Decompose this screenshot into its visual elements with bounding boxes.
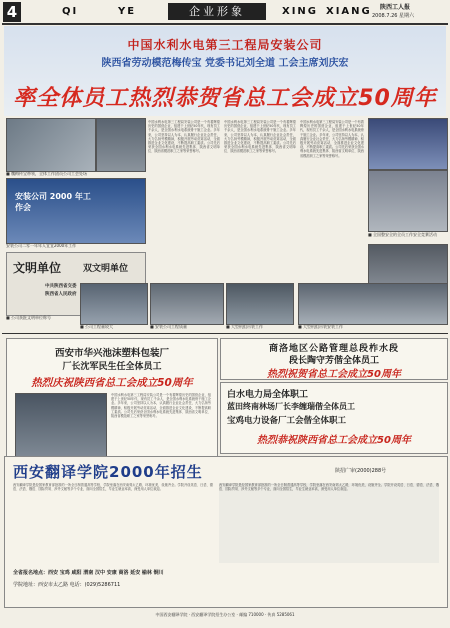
photo-caption: ■ 魏梅传宝带领，全体工作团员公司工会处场 (6, 171, 88, 176)
banner-headline: 率全体员工热烈恭贺省总工会成立50周年 (13, 86, 437, 111)
ad-line-2: 蓝田终南林场厂长李缠瑞偕全体员工 (227, 402, 355, 411)
photo-machine (226, 283, 294, 325)
photo-crowd (368, 170, 448, 232)
ad-line-3: 宝鸡电力设备厂工会偕全体职工 (227, 416, 347, 426)
poster-text: 安装公司 2000 年工作会 (15, 192, 91, 212)
ad-line-2: 厂长沈军民生任全体员工 (62, 362, 162, 372)
photo-caption: 安装公司二零一年年人宜宜2000年工作 (6, 243, 77, 248)
photo-caption: ■ 全国整安全的全员工作安全竞赛活动 (368, 232, 438, 237)
photo-portrait (96, 118, 146, 172)
photo-caption: ■ 公司工程量较大 (80, 324, 114, 329)
ad-road-section (220, 338, 448, 380)
photo-caption: ■ 安装公司工程质量 (150, 324, 188, 329)
ad-enrollment-locations: 全省报名地点：西安 宝鸡 咸阳 渭南 汉中 安康 商洛 延安 榆林 铜川 (13, 570, 164, 576)
photo-meeting (6, 178, 146, 244)
ad-address: 学院地址：西安市太乙路 电话：(029)5286711 (13, 582, 121, 588)
footer-line: 中国西安翻译学院 · 西安翻译学院招生办公室 · 邮编 710000 · 传真 5285061 (155, 612, 295, 617)
article-column-3: 中国水利水电第三工程局安装公司是一个有着辉煌历史的国营企业，组建于上世纪50年代，现有员工千余人，是全国水利水电系统骨干施工企业。多年来，公司坚持以人为本，认真履行企业社会责任，大力弘扬劳模精神，积极开展劳动竞赛活动，全面推进企业文化建设，不断提高职工素质。公司先后荣获全国水利水电系统先进集体、陕西省文明单位、陕西省模范职工之家等荣誉称号。 (300, 120, 364, 158)
ad-program-table: 西安翻译学院是经国家教育部批准的一所全日制普通高等学校，学院坐落在西安南郊太乙路，环境优美，设施齐全。学院开设英语、日语、德语、法语、俄语、国际贸易、涉外文秘等多个专业，面向全国招生，毕业生就业率高，深受用人单位欢迎。 (219, 483, 439, 563)
masthead-word: XING (282, 6, 319, 17)
company-name: 中国水利水电第三工程局安装公司 (127, 38, 323, 52)
ad-headline: 热烈庆祝陕西省总工会成立50周年 (31, 377, 193, 389)
ad-line-2: 段长陶守芳偕全体员工 (288, 356, 379, 366)
photo-quality (150, 283, 224, 325)
ad-translation-college (4, 456, 448, 608)
section-title: 企业形象 (168, 3, 266, 20)
ad-title: 西安翻译学院2000年招生 (13, 463, 203, 481)
photo-workers (6, 118, 96, 172)
ad-approval: 陕招广审(2000)288号 (335, 468, 387, 474)
article-column-2: 中国水利水电第三工程局安装公司是一个有着辉煌历史的国营企业，组建于上世纪50年代，现有员工千余人，是全国水利水电系统骨干施工企业。多年来，公司坚持以人为本，认真履行企业社会责任，大力弘扬劳模精神，积极开展劳动竞赛活动，全面推进企业文化建设，不断提高职工素质。公司先后荣获全国水利水电系统先进集体、陕西省文明单位、陕西省模范职工之家等荣誉称号。 (224, 120, 296, 154)
banner-subline: 陕西省劳动模范梅传宝 党委书记刘全道 工会主席刘庆宏 (101, 58, 349, 69)
article-column-1: 中国水利水电第三工程局安装公司是一个有着辉煌历史的国营企业，组建于上世纪50年代，现有员工千余人，是全国水利水电系统骨干施工企业。多年来，公司坚持以人为本，认真履行企业社会责任，大力弘扬劳模精神，积极开展劳动竞赛活动，全面推进企业文化建设，不断提高职工素质。公司先后荣获全国水利水电系统先进集体、陕西省文明单位、陕西省模范职工之家等荣誉称号。 (148, 120, 220, 154)
masthead-word: XIANG (326, 6, 372, 17)
photo-crane (298, 283, 448, 325)
plaque-1: 文明单位 (13, 261, 62, 275)
ad-line-1: 白水电力局全体职工 (227, 390, 309, 400)
masthead-word: QI (62, 6, 79, 17)
photo-banner-event (368, 118, 448, 170)
paper-name: 陕西工人报 (380, 4, 411, 11)
plaque-issuer-2: 陕西省人民政府 (45, 292, 77, 297)
photo-caption: ■ 大型机组吊装安装工作 (298, 324, 344, 329)
headline-banner (4, 26, 446, 116)
page-number: 4 (3, 2, 21, 22)
photo-construction (80, 283, 148, 325)
ad-headline: 热烈恭祝陕西省总工会成立50周年 (257, 435, 411, 446)
divider (2, 333, 448, 334)
ad-body-text: 西安翻译学院是经国家教育部批准的一所全日制普通高等学校，学院坐落在西安南郊太乙路，环境优美，设施齐全。学院开设英语、日语、德语、法语、俄语、国际贸易、涉外文秘等多个专业，面向全国招生，毕业生就业率高，深受用人单位欢迎。 (13, 483, 213, 492)
issue-date: 2008.7.26 星期六 (372, 13, 415, 19)
ad-line-1: 商洛地区公路管理总段柞水段 (268, 344, 399, 354)
masthead-rule (2, 23, 448, 25)
photo-caption: ■ 公司获批文明单位称号 (6, 315, 52, 320)
plaque-2: 双文明单位 (83, 264, 129, 274)
ad-line-1: 西安市华兴池沫塑料包装厂 (54, 348, 169, 359)
photo-caption: ■ 大型机组吊装工作 (226, 324, 264, 329)
ad-power-bureau (220, 382, 448, 454)
ad-headline: 热烈祝贺省总工会成立50周年 (267, 369, 401, 380)
plaque-issuer-1: 中共陕西省交委 (45, 284, 77, 289)
ad-body-text: 中国水利水电第三工程局安装公司是一个有着辉煌历史的国营企业，组建于上世纪50年代，现有员工千余人，是全国水利水电系统骨干施工企业。多年来，公司坚持以人为本，认真履行企业社会责任，大力弘扬劳模精神，积极开展劳动竞赛活动，全面推进企业文化建设，不断提高职工素质。公司先后荣获全国水利水电系统先进集体、陕西省文明单位、陕西省模范职工之家等荣誉称号。 (111, 393, 211, 419)
masthead-word: YE (118, 6, 137, 17)
